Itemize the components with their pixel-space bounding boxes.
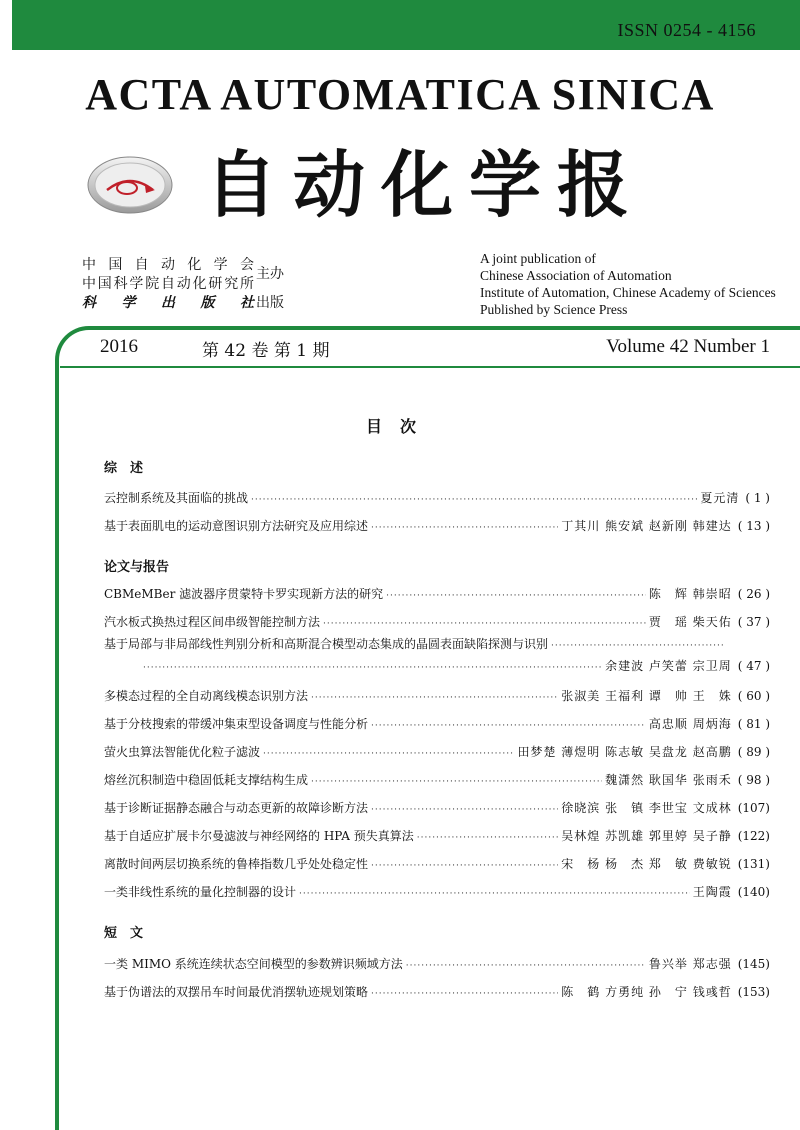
- issue-year: 2016: [100, 336, 138, 357]
- toc-entry[interactable]: 一类 MIMO 系统连续状态空间模型的参数辨识频域方法 ····· 鲁兴举 郑志强 (145): [104, 955, 770, 973]
- publisher-role: 出版: [256, 295, 284, 311]
- toc-entry[interactable]: 基于分枝搜索的带缓冲集束型设备调度与性能分析 ····· 高忠顺 周炳海 ( 81 ): [104, 715, 770, 733]
- toc-entry[interactable]: 离散时间两层切换系统的鲁棒指数几乎处处稳定性 ····· 宋 杨 杨 杰 郑 敏 费敏锐 (131): [104, 855, 770, 873]
- chinese-journal-title: 自动化学报: [205, 143, 646, 227]
- sponsors-block: [82, 256, 302, 316]
- toc-entry[interactable]: 熔丝沉积制造中稳固低耗支撑结构生成 ····· 魏潇然 耿国华 张雨禾 ( 98 ): [104, 771, 770, 789]
- toc-entry[interactable]: 基于表面肌电的运动意图识别方法研究及应用综述 ····· 丁其川 熊安斌 赵新刚 韩建达 ( 13 ): [104, 517, 770, 535]
- joint-line4: Published by Science Press: [480, 302, 628, 317]
- toc-entry[interactable]: 萤火虫算法智能优化粒子滤波 ····· 田梦楚 薄煜明 陈志敏 吴盘龙 赵高鹏 ( 89 ): [104, 743, 770, 761]
- section-papers: 论文与报告: [104, 560, 170, 575]
- publisher-name: 科学出版社: [82, 295, 254, 311]
- section-review: 综 述: [104, 461, 144, 476]
- sponsor-org1: 中国自动化学会: [82, 257, 254, 273]
- joint-publication-block: [480, 250, 776, 318]
- toc-entry[interactable]: CBMeMBer 滤波器序贯蒙特卡罗实现新方法的研究 ····· 陈 辉 韩崇昭 ( 26 ): [104, 585, 770, 603]
- joint-line3: Institute of Automation, Chinese Academy of Sciences: [480, 285, 776, 300]
- english-journal-title: ACTA AUTOMATICA SINICA: [85, 70, 715, 119]
- toc-entry-continuation[interactable]: ····· 余建波 卢笑蕾 宗卫周 ( 47 ): [140, 657, 770, 675]
- section-short: 短 文: [104, 926, 144, 941]
- toc-entry[interactable]: 多模态过程的全自动离线模态识别方法 ····· 张淑美 王福利 谭 帅 王 姝 ( 60 ): [104, 687, 770, 705]
- issue-info: [100, 336, 770, 362]
- sponsor-role: 主办: [256, 266, 284, 282]
- toc-entry[interactable]: 基于诊断证据静态融合与动态更新的故障诊断方法 ····· 徐晓滨 张 镇 李世宝 文成林 (107): [104, 799, 770, 817]
- toc-entry[interactable]: 汽水板式换热过程区间串级智能控制方法 ····· 贾 瑶 柴天佑 ( 37 ): [104, 613, 770, 631]
- toc-entry[interactable]: 一类非线性系统的量化控制器的设计 ····· 王陶霞 (140): [104, 883, 770, 901]
- toc-entry[interactable]: 基于局部与非局部线性判别分析和高斯混合模型动态集成的晶圆表面缺陷探测与识别 ·····: [104, 635, 732, 653]
- toc-entry[interactable]: 基于自适应扩展卡尔曼滤波与神经网络的 HPA 预失真算法 ····· 吴林煌 苏凯雄 郭里婷 吴子静 (122): [104, 827, 770, 845]
- joint-line2: Chinese Association of Automation: [480, 268, 672, 283]
- toc-entry[interactable]: 基于伪谱法的双摆吊车时间最优消摆轨迹规划策略 ····· 陈 鹤 方勇纯 孙 宁 钱彧哲 (153): [104, 983, 770, 1001]
- toc-entry[interactable]: 云控制系统及其面临的挑战 ····· 夏元清 ( 1 ): [104, 489, 770, 507]
- issn: ISSN 0254 - 4156: [617, 20, 756, 40]
- issue-volume-en: Volume 42 Number 1: [606, 336, 770, 357]
- caa-logo: [85, 150, 175, 220]
- joint-line1: A joint publication of: [480, 251, 596, 266]
- issue-divider: [60, 366, 800, 368]
- sponsor-org2: 中国科学院自动化研究所: [82, 276, 254, 292]
- issue-volume-cn: 第 42 卷 第 1 期: [202, 341, 330, 361]
- toc-title: 目次: [365, 417, 434, 436]
